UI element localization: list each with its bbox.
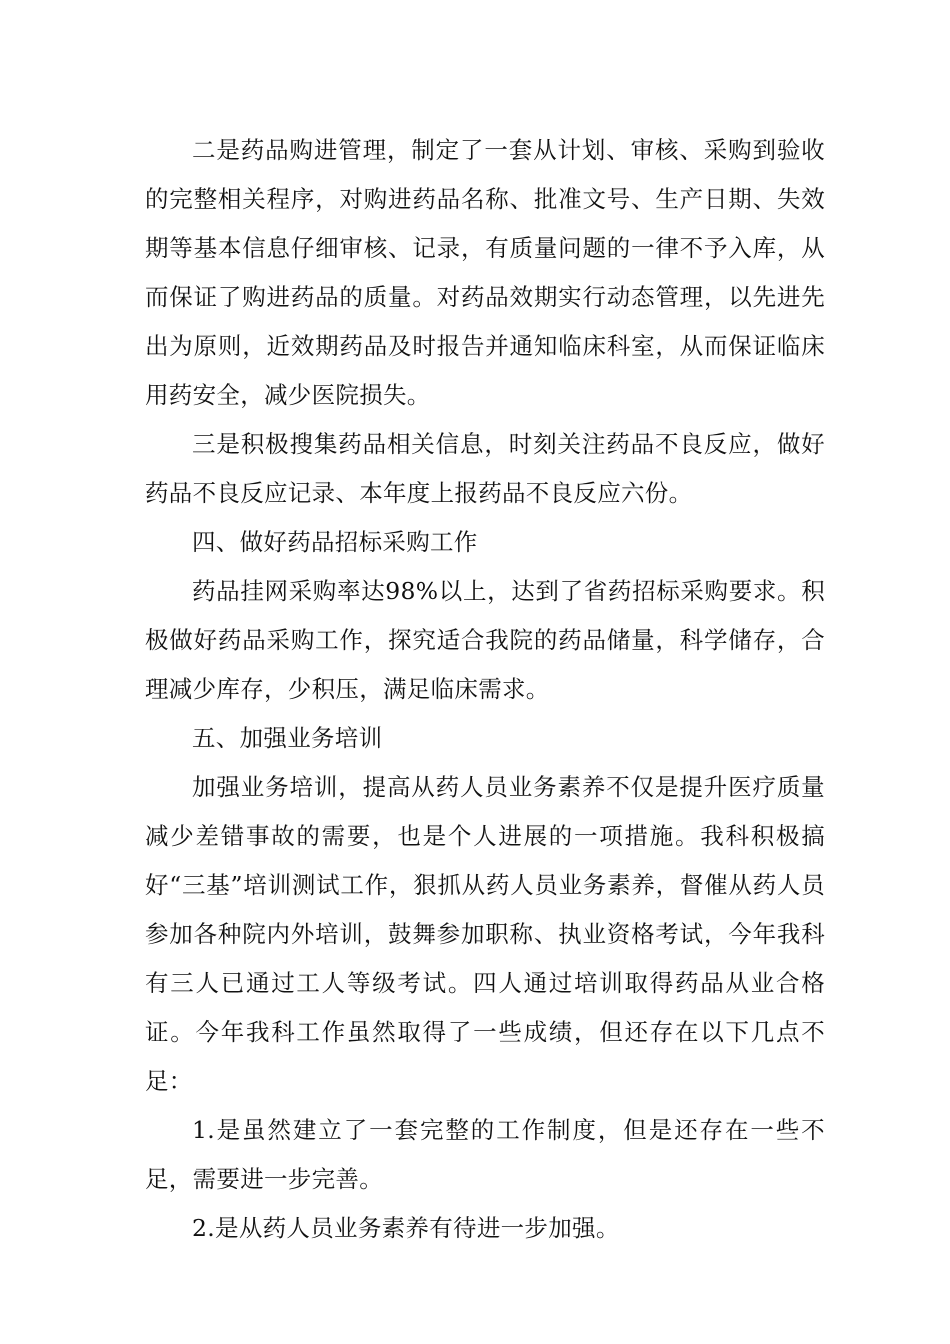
- section-heading-bidding: 四、做好药品招标采购工作: [192, 528, 478, 556]
- paragraph-shortcoming-2: 2.是从药人员业务素养有待进一步加强。: [192, 1214, 620, 1242]
- section-heading-training: 五、加强业务培训: [192, 724, 383, 752]
- document-body: [145, 126, 825, 1253]
- paragraph-drug-procurement: 二是药品购进管理，制定了一套从计划、审核、采购到验收的完整相关程序，对购进药品名称、批准文号、生产日期、失效期等基本信息仔细审核、记录，有质量问题的一律不予入库，从而保证了购进药品的质量。对药品效期实行动态管理，以先进先出为原则，近效期药品及时报告并通知临床科室，从而保证临床用药安全，减少医院损失。: [145, 136, 825, 409]
- paragraph-training: 加强业务培训，提高从药人员业务素养不仅是提升医疗质量减少差错事故的需要，也是个人进展的一项措施。我科积极搞好“三基”培训测试工作，狠抓从药人员业务素养，督催从药人员参加各种院内外培训，鼓舞参加职称、执业资格考试，今年我科有三人已通过工人等级考试。四人通过培训取得药品从业合格证。今年我科工作虽然取得了一些成绩，但还存在以下几点不足：: [145, 773, 825, 1095]
- paragraph-shortcoming-1: 1.是虽然建立了一套完整的工作制度，但是还存在一些不足，需要进一步完善。: [145, 1116, 825, 1193]
- paragraph-bidding: 药品挂网采购率达98%以上，达到了省药招标采购要求。积极做好药品采购工作，探究适合我院的药品储量，科学储存，合理减少库存，少积压，满足临床需求。: [145, 577, 825, 703]
- paragraph-adverse-reactions: 三是积极搜集药品相关信息，时刻关注药品不良反应，做好药品不良反应记录、本年度上报药品不良反应六份。: [145, 430, 825, 507]
